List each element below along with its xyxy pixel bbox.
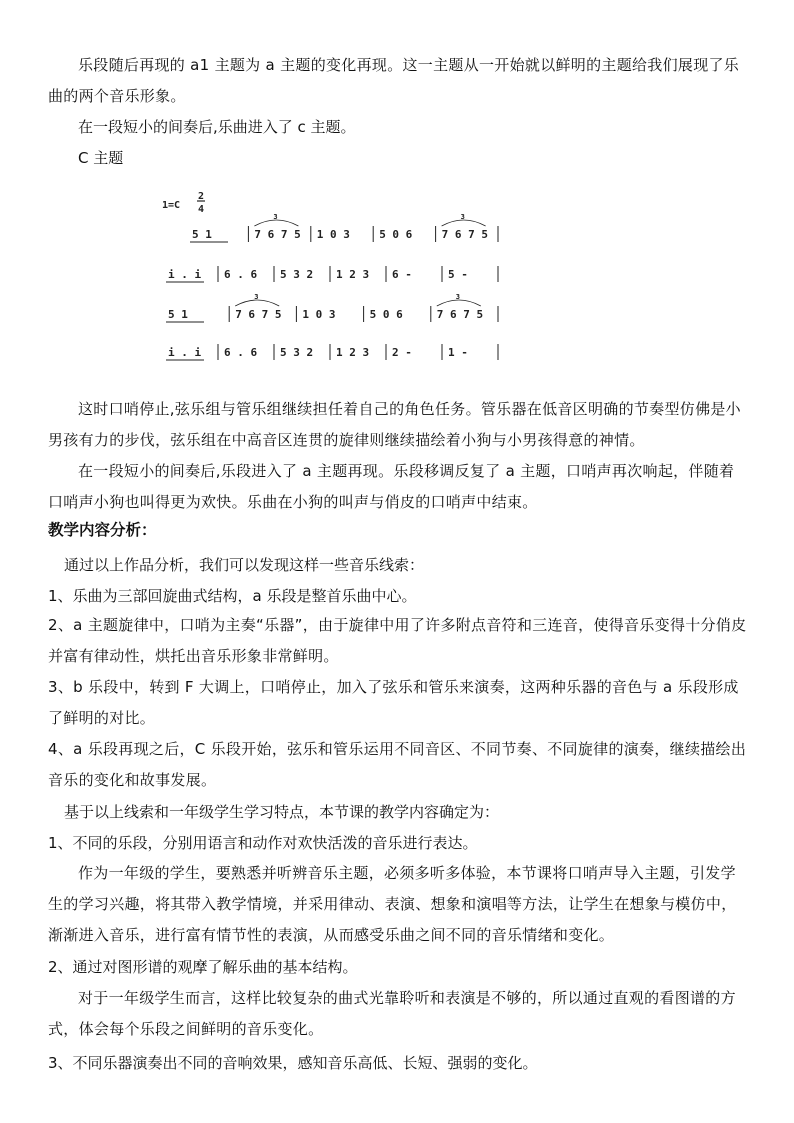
score-measure-text: 1 2 3 — [336, 268, 370, 281]
score-measure-text: 6 . 6 — [224, 268, 258, 281]
score-measure-text: 5 - — [448, 268, 468, 281]
analysis-item-4: 4、a 乐段再现之后，C 乐段开始，弦乐和管乐运用不同音区、不同节奏、不同旋律的演奏，继续描绘出音乐的变化和故事发展。 — [48, 740, 747, 789]
score-measure-text: 7 6 7 5 — [441, 228, 488, 241]
paragraph-interlude-c: 在一段短小的间奏后,乐曲进入了 c 主题。 — [78, 118, 356, 136]
analysis-item-1: 1、乐曲为三部回旋曲式结构，a 乐段是整首乐曲中心。 — [48, 587, 417, 605]
score-rows — [166, 213, 498, 360]
paragraph-a-reprise: 在一段短小的间奏后,乐段进入了 a 主题再现。乐段移调反复了 a 主题，口哨声再次响起，伴随着口哨声小狗也叫得更为欢快。乐曲在小狗的叫声与俏皮的口哨声中结束。 — [48, 462, 735, 511]
score-measure-text: 1 0 3 — [302, 308, 336, 321]
triplet-mark: 3 — [460, 213, 465, 221]
paragraph-a1-theme: 乐段随后再现的 a1 主题为 a 主题的变化再现。这一主题从一开始就以鲜明的主题给我们展现了乐曲的两个音乐形象。 — [48, 56, 740, 105]
numbered-notation-score — [160, 188, 510, 368]
section-heading: 教学内容分析： — [48, 521, 157, 539]
score-time-bottom: 4 — [198, 204, 205, 215]
analysis-item-3: 3、b 乐段中，转到 F 大调上，口哨停止，加入了弦乐和管乐来演奏，这两种乐器的音色与 a 乐段形成了鲜明的对比。 — [48, 678, 739, 727]
score-time-top: 2 — [198, 191, 205, 202]
analysis-intro: 通过以上作品分析，我们可以发现这样一些音乐线索： — [64, 556, 425, 574]
content-item-3: 3、不同乐器演奏出不同的音响效果，感知音乐高低、长短、强弱的变化。 — [48, 1054, 538, 1072]
score-measure-text: 6 . 6 — [224, 346, 258, 359]
analysis-item-2: 2、a 主题旋律中，口哨为主奏“乐器”，由于旋律中用了许多附点音符和三连音，使得音乐变得十分俏皮并富有律动性，烘托出音乐形象非常鲜明。 — [48, 616, 747, 665]
score-measure-text: 7 6 7 5 — [235, 308, 282, 321]
score-measure-text: 5 0 6 — [379, 228, 413, 241]
score-measure-text: 1 0 3 — [316, 228, 350, 241]
score-measure-text: 1 2 3 — [336, 346, 370, 359]
score-measure-text: i . i — [168, 346, 202, 359]
c-theme-label: C 主题 — [78, 149, 124, 167]
triplet-mark: 3 — [273, 213, 278, 221]
score-measure-text: 1 - — [448, 346, 468, 359]
c-theme-score — [160, 188, 510, 368]
content-basis: 基于以上线索和一年级学生学习特点，本节课的教学内容确定为： — [64, 803, 500, 821]
paragraph-whistle-stops: 这时口哨停止,弦乐组与管乐组继续担任着自己的角色任务。管乐器在低音区明确的节奏型仿佛是小男孩有力的步伐，弦乐组在中高音区连贯的旋律则继续描绘着小狗与小男孩得意的神情。 — [48, 400, 741, 449]
score-measure-text: 5 0 6 — [369, 308, 403, 321]
score-key: 1=C — [162, 200, 181, 211]
content-item-2: 2、通过对图形谱的观摩了解乐曲的基本结构。 — [48, 958, 358, 976]
triplet-mark: 3 — [254, 293, 259, 301]
triplet-mark: 3 — [455, 293, 461, 301]
score-measure-text: 5 3 2 — [280, 268, 314, 281]
score-measure-text: 5 1 — [192, 228, 212, 241]
content-item-1-detail: 作为一年级的学生，要熟悉并听辨音乐主题，必须多听多体验，本节课将口哨声导入主题，引发学生的学习兴趣，将其带入教学情境，并采用律动、表演、想象和演唱等方法，让学生在想象与模仿中，渐渐进入音乐，进行富有情节性的表演，从而感受乐曲之间不同的音乐情绪和变化。 — [48, 864, 737, 944]
score-measure-text: 6 - — [392, 268, 412, 281]
content-item-1: 1、不同的乐段，分别用语言和动作对欢快活泼的音乐进行表达。 — [48, 834, 478, 852]
score-measure-text: 2 - — [392, 346, 412, 359]
score-measure-text: 5 3 2 — [280, 346, 314, 359]
score-measure-text: i . i — [168, 268, 202, 281]
content-item-2-detail: 对于一年级学生而言，这样比较复杂的曲式光靠聆听和表演是不够的，所以通过直观的看图谱的方式，体会每个乐段之间鲜明的音乐变化。 — [48, 989, 736, 1038]
score-measure-text: 5 1 — [168, 308, 188, 321]
score-measure-text: 7 6 7 5 — [436, 308, 484, 321]
score-measure-text: 7 6 7 5 — [254, 228, 301, 241]
